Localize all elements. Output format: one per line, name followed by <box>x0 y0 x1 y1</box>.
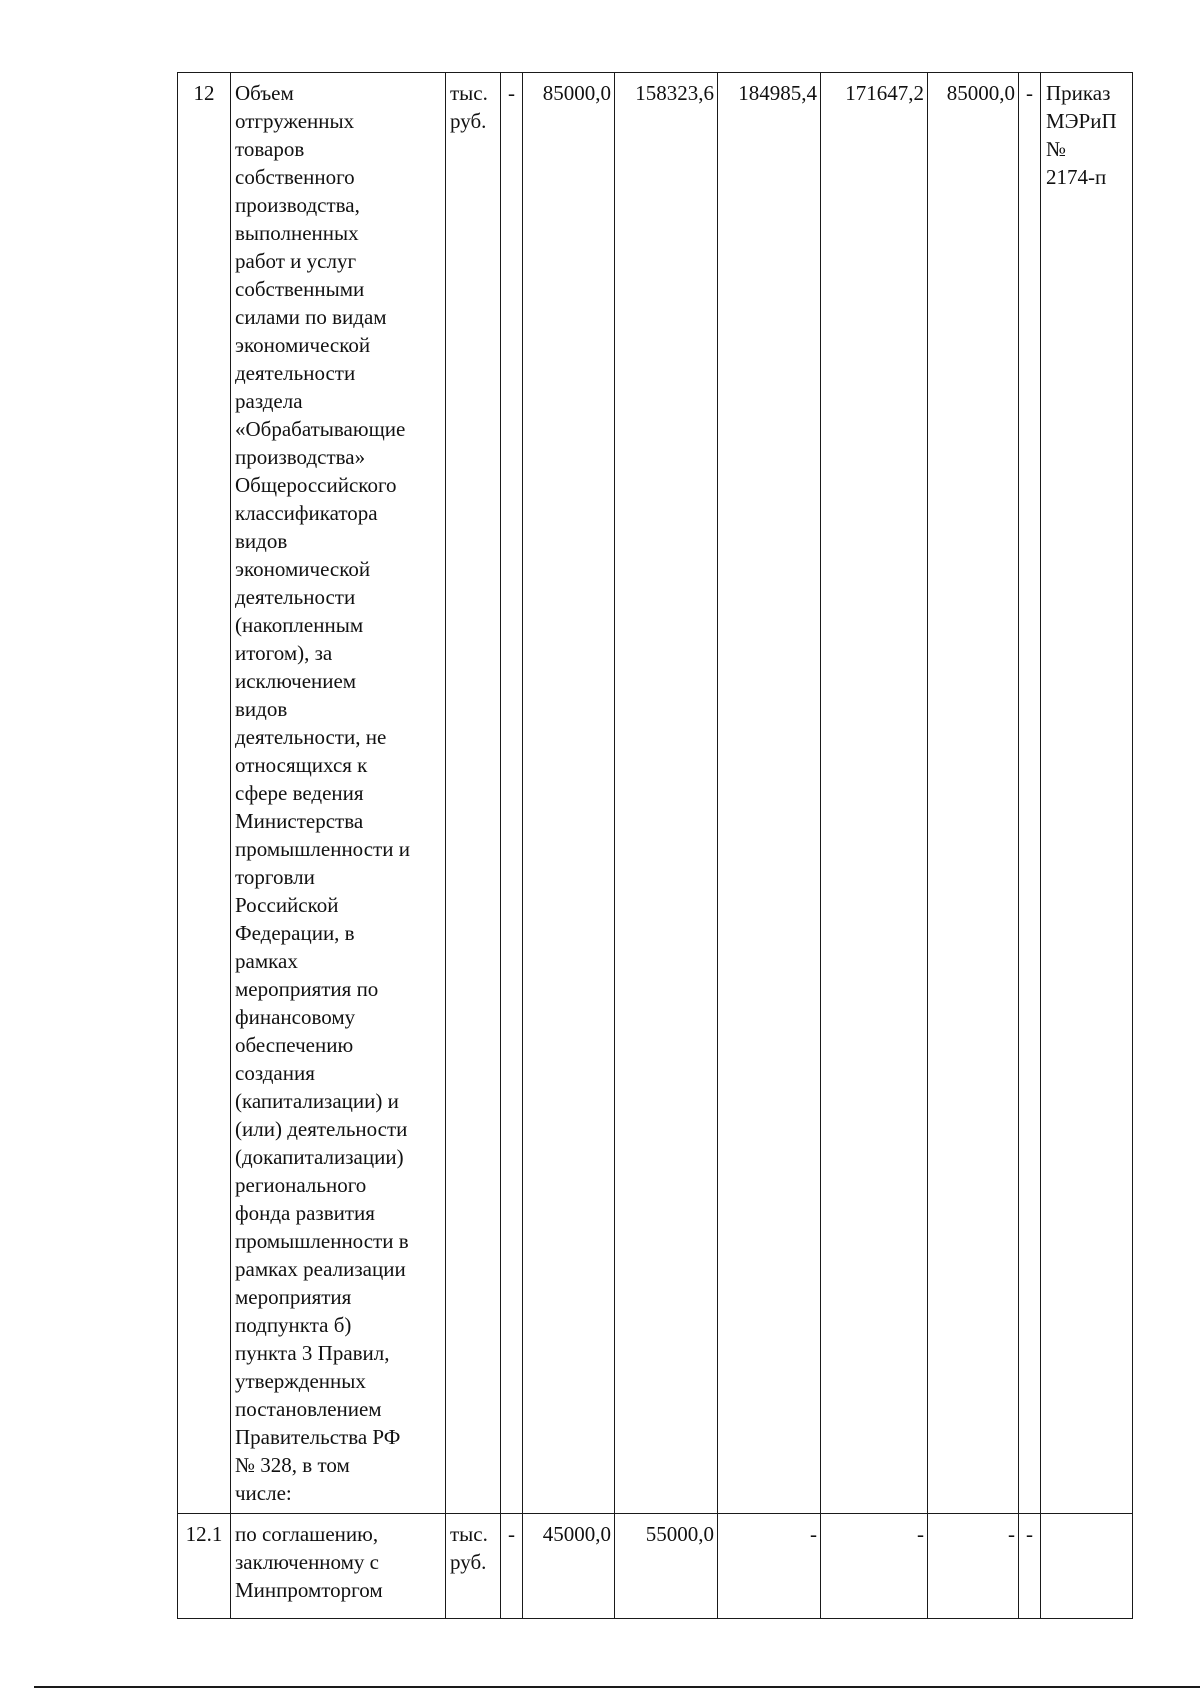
value-cell: 158323,6 <box>615 73 718 1514</box>
row-number: 12.1 <box>178 1514 231 1619</box>
table-row <box>178 73 1133 1514</box>
value-cell: 45000,0 <box>523 1514 615 1619</box>
value-cell: - <box>718 1514 821 1619</box>
indicator-description: по соглашению, заключенному с Минпромторгом <box>231 1514 446 1619</box>
source-document-cell: Приказ МЭРиП № 2174-п <box>1041 73 1133 1514</box>
base-value-cell: - <box>501 1514 523 1619</box>
table-row <box>178 1514 1133 1619</box>
final-value-cell: - <box>1019 73 1041 1514</box>
row-number: 12 <box>178 73 231 1514</box>
page-bottom-rule <box>34 1686 1200 1688</box>
base-value-cell: - <box>501 73 523 1514</box>
value-cell: - <box>928 1514 1019 1619</box>
source-document-cell <box>1041 1514 1133 1619</box>
indicator-table <box>177 72 1133 1619</box>
final-value-cell: - <box>1019 1514 1041 1619</box>
unit-cell: тыс. руб. <box>446 73 501 1514</box>
unit-cell: тыс. руб. <box>446 1514 501 1619</box>
value-cell: 184985,4 <box>718 73 821 1514</box>
value-cell: 85000,0 <box>928 73 1019 1514</box>
value-cell: - <box>821 1514 928 1619</box>
indicator-description: Объем отгруженных товаров собственного производства, выполненных работ и услуг собственными силами по видам экономической деятельности раздела «Обрабатывающие производства» Общероссийского классификатора видов экономической деятельности (накопленным итогом), за исключением видов деятельности, не относящихся к сфере ведения Министерства промышленности и торговли Российской Федерации, в рамках мероприятия по финансовому обеспечению создания (капитализации) и (или) деятельности (докапитализации) регионального фонда развития промышленности в рамках реализации мероприятия подпункта б) пункта 3 Правил, утвержденных постановлением Правительства РФ № 328, в том числе: <box>231 73 446 1514</box>
value-cell: 55000,0 <box>615 1514 718 1619</box>
value-cell: 85000,0 <box>523 73 615 1514</box>
value-cell: 171647,2 <box>821 73 928 1514</box>
